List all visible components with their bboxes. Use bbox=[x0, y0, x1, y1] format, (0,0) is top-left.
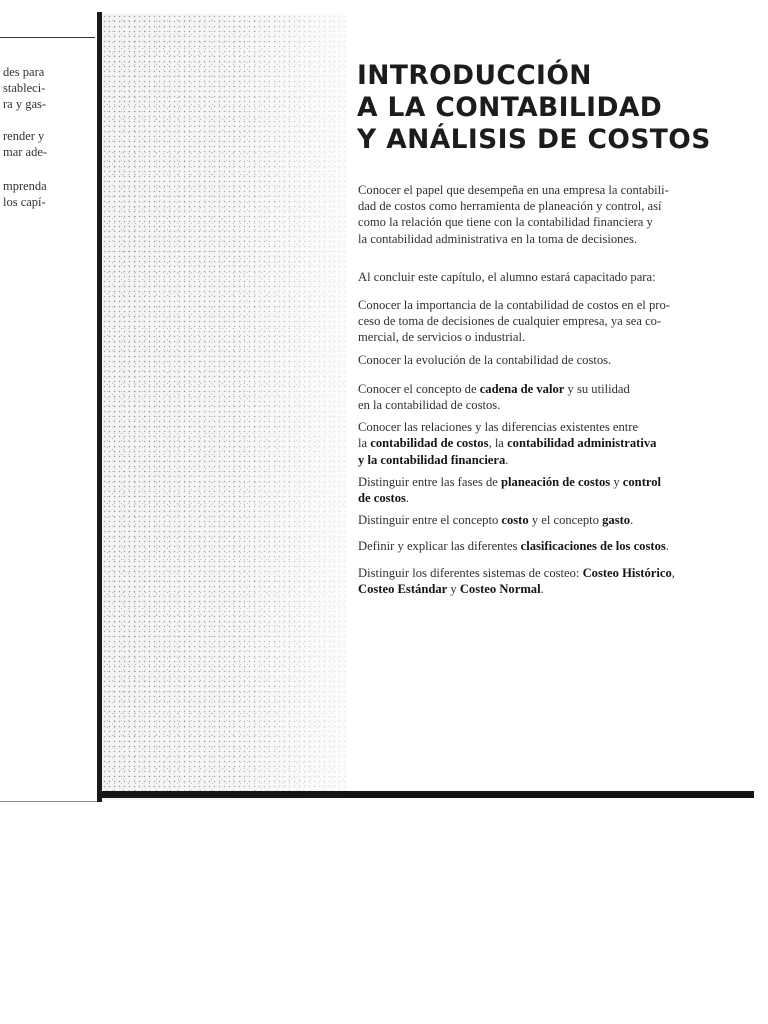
left-text-line: los capí- bbox=[3, 195, 46, 209]
left-page-top-rule bbox=[0, 37, 95, 38]
chapter-title-line: Y ANÁLISIS DE COSTOS bbox=[357, 124, 711, 155]
text-line: ceso de toma de decisiones de cualquier empresa, ya sea co- bbox=[358, 314, 662, 329]
text-line: en la contabilidad de costos. bbox=[358, 398, 501, 413]
objective-item bbox=[358, 474, 728, 506]
chapter-intro-paragraph bbox=[358, 182, 728, 247]
text-line: la contabilidad administrativa en la toma de decisiones. bbox=[358, 231, 638, 246]
chapter-title-line: INTRODUCCIÓN bbox=[357, 60, 592, 91]
left-text-line: mprenda bbox=[3, 179, 47, 193]
text-line: dad de costos como herramienta de planeación y control, así bbox=[358, 199, 662, 214]
objective-item bbox=[358, 297, 728, 346]
left-text-block-1 bbox=[3, 64, 95, 112]
text-line: Distinguir entre las fases de planeación de costos y control bbox=[358, 474, 662, 489]
stipple-panel-fade bbox=[102, 14, 347, 800]
text-line: Conocer el concepto de cadena de valor y su utilidad bbox=[358, 381, 630, 396]
objective-item bbox=[358, 538, 728, 554]
text-line: mercial, de servicios o industrial. bbox=[358, 330, 526, 345]
objective-item bbox=[358, 381, 728, 413]
text-line: de costos. bbox=[358, 491, 410, 506]
chapter-content bbox=[358, 182, 728, 603]
left-text-line: stableci- bbox=[3, 81, 46, 95]
left-text-line: mar ade- bbox=[3, 145, 48, 159]
left-text-block-3 bbox=[3, 178, 95, 210]
text-line: y la contabilidad financiera. bbox=[358, 452, 509, 467]
text-line: Definir y explicar las diferentes clasificaciones de los costos. bbox=[358, 539, 669, 554]
left-page-bottom-rule bbox=[0, 801, 98, 802]
text-line: Al concluir este capítulo, el alumno estará capacitado para: bbox=[358, 269, 656, 284]
left-facing-page bbox=[0, 0, 96, 800]
objective-item bbox=[358, 512, 728, 528]
chapter-title-line: A LA CONTABILIDAD bbox=[357, 92, 663, 123]
chapter-title bbox=[357, 60, 757, 156]
text-line: la contabilidad de costos, la contabilidad administrativa bbox=[358, 436, 657, 451]
page-bottom-rule bbox=[100, 791, 754, 798]
left-text-block-2 bbox=[3, 128, 95, 160]
objective-item bbox=[358, 565, 728, 597]
left-text-line: render y bbox=[3, 129, 45, 143]
text-line: Conocer la importancia de la contabilidad de costos en el pro- bbox=[358, 298, 670, 313]
text-line: Costeo Estándar y Costeo Normal. bbox=[358, 581, 544, 596]
objective-item bbox=[358, 352, 728, 368]
text-line: como la relación que tiene con la contabilidad financiera y bbox=[358, 215, 653, 230]
text-line: Conocer la evolución de la contabilidad de costos. bbox=[358, 352, 612, 367]
left-text-line: des para bbox=[3, 65, 45, 79]
text-line: Distinguir los diferentes sistemas de costeo: Costeo Histórico, bbox=[358, 565, 675, 580]
left-text-line: ra y gas- bbox=[3, 97, 47, 111]
objective-item bbox=[358, 419, 728, 468]
text-line: Distinguir entre el concepto costo y el concepto gasto. bbox=[358, 513, 634, 528]
text-line: Conocer las relaciones y las diferencias existentes entre bbox=[358, 420, 639, 435]
text-line: Conocer el papel que desempeña en una empresa la contabili- bbox=[358, 183, 669, 197]
objectives-lead bbox=[358, 269, 728, 285]
